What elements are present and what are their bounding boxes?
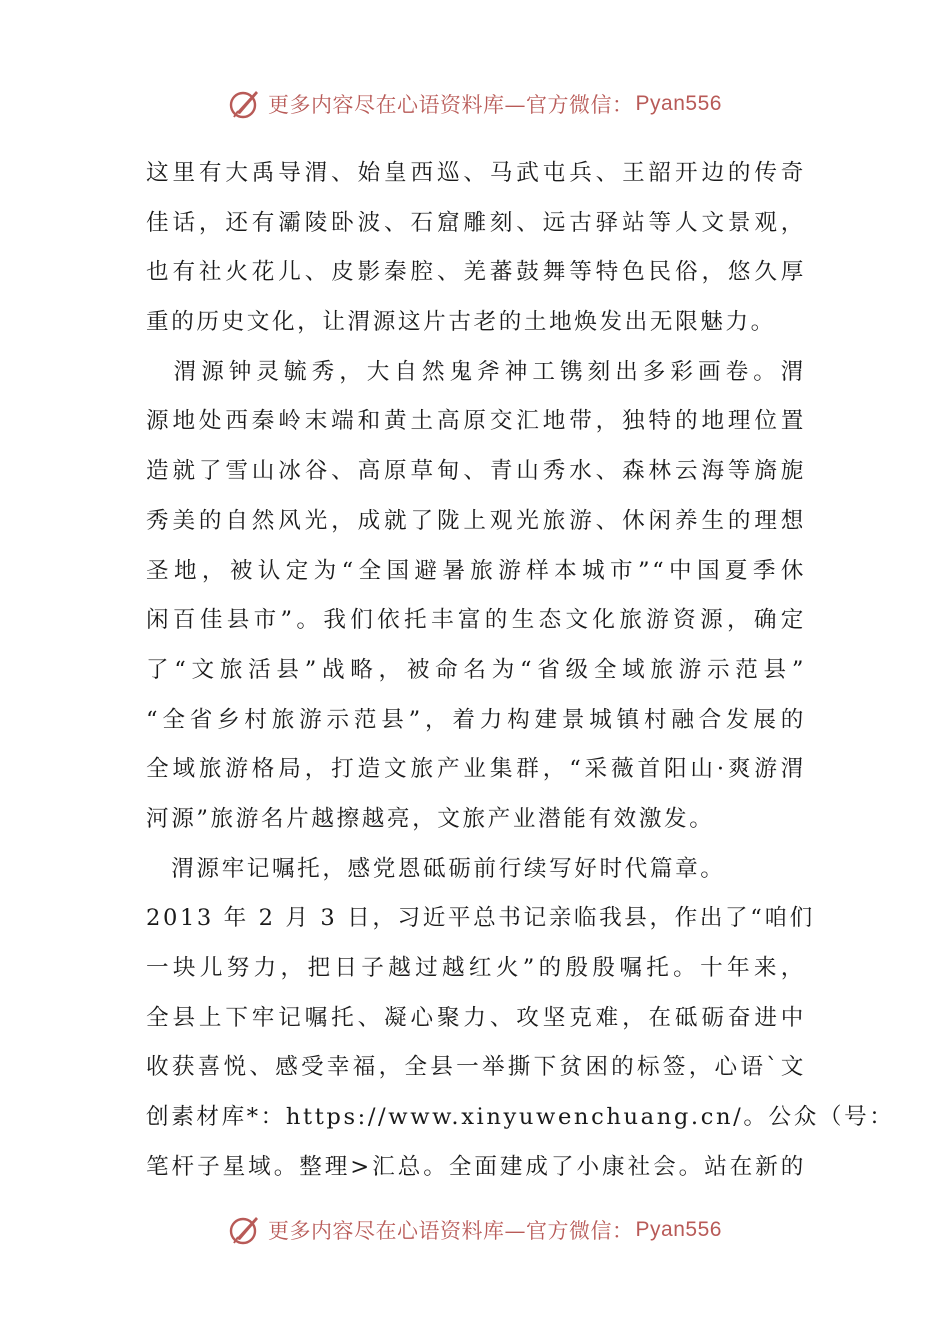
document-body bbox=[146, 149, 895, 1192]
footer-watermark bbox=[0, 1212, 950, 1248]
text-line: 收获喜悦、感受幸福，全县一举撕下贫困的标签，心语`文 bbox=[146, 1054, 806, 1081]
text-line: 造就了雪山冰谷、高原草甸、青山秀水、森林云海等旖旎 bbox=[146, 458, 806, 485]
text-line: 闲百佳县市”。我们依托丰富的生态文化旅游资源，确定 bbox=[146, 607, 806, 634]
watermark-wechat-id: Pyan556 bbox=[635, 92, 722, 115]
text-line: 一块儿努力，把日子越过越红火”的殷殷嘱托。十年来， bbox=[146, 955, 806, 981]
text-line: 秀美的自然风光，成就了陇上观光旅游、休闲养生的理想 bbox=[146, 507, 806, 534]
watermark-text: 更多内容尽在心语资料库—官方微信： bbox=[268, 93, 634, 117]
text-line: 渭源钟灵毓秀，大自然鬼斧神工镌刻出多彩画卷。渭 bbox=[146, 358, 806, 385]
text-line: 圣地，被认定为“全国避暑旅游样本城市”“中国夏季休 bbox=[146, 557, 806, 584]
watermark-text: 更多内容尽在心语资料库—官方微信： bbox=[268, 1219, 634, 1243]
text-line: 全县上下牢记嘱托、凝心聚力、攻坚克难，在砥砺奋进中 bbox=[146, 1004, 806, 1031]
text-line: 也有社火花儿、皮影秦腔、羌蕃鼓舞等特色民俗，悠久厚 bbox=[146, 259, 806, 286]
text-line: 创素材库*：https://www.xinyuwenchuang.cn/。公众（号： bbox=[146, 1104, 895, 1131]
text-line: 源地处西秦岭末端和黄土高原交汇地带，独特的地理位置 bbox=[146, 408, 806, 435]
header-watermark bbox=[0, 86, 950, 122]
text-line: 重的历史文化，让渭源这片古老的土地焕发出无限魅力。 bbox=[146, 309, 776, 336]
text-line: “全省乡村旅游示范县”，着力构建景城镇村融合发展的 bbox=[146, 706, 806, 733]
text-line: 这里有大禹导渭、始皇西巡、马武屯兵、王韶开边的传奇 bbox=[146, 160, 806, 186]
text-line: 河源”旅游名片越擦越亮，文旅产业潜能有效激发。 bbox=[146, 805, 715, 832]
quill-logo-icon bbox=[228, 1213, 262, 1247]
text-line: 全域旅游格局，打造文旅产业集群，“采薇首阳山·爽游渭 bbox=[146, 756, 806, 783]
quill-logo-icon bbox=[228, 87, 262, 121]
text-line: 笔杆子星域。整理>汇总。全面建成了小康社会。站在新的 bbox=[146, 1153, 806, 1180]
watermark-wechat-id: Pyan556 bbox=[635, 1218, 722, 1241]
text-line: 2013 年 2 月 3 日，习近平总书记亲临我县，作出了“咱们 bbox=[146, 905, 815, 932]
text-line: 渭源牢记嘱托，感党恩砥砺前行续写好时代篇章。 bbox=[146, 855, 726, 882]
text-line: 了“文旅活县”战略，被命名为“省级全域旅游示范县” bbox=[146, 656, 806, 683]
text-line: 佳话，还有灞陵卧波、石窟雕刻、远古驿站等人文景观， bbox=[146, 209, 806, 236]
